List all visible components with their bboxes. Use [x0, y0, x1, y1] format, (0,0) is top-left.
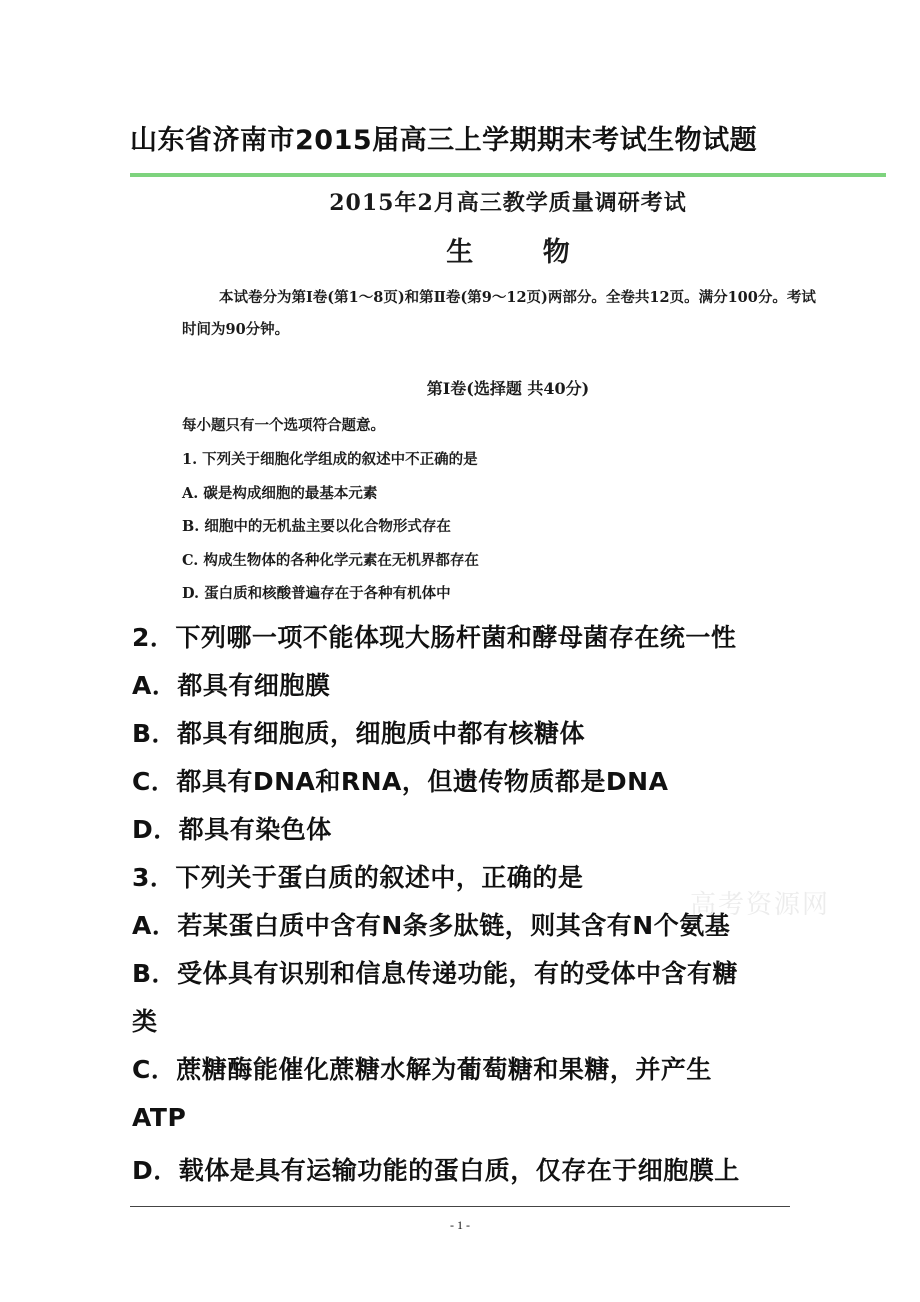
question-3-option-b-continued: 类 — [132, 1007, 158, 1036]
question-3-option-d: D．载体是具有运输功能的蛋白质，仅存在于细胞膜上 — [132, 1156, 740, 1185]
question-1-stem: 1. 下列关于细胞化学组成的叙述中不正确的是 — [182, 451, 478, 468]
question-1-option-a: A. 碳是构成细胞的最基本元素 — [182, 485, 378, 502]
question-3-option-c-continued: ATP — [132, 1103, 187, 1132]
question-2-option-b: B．都具有细胞质，细胞质中都有核糖体 — [132, 719, 586, 748]
question-2-option-a: A．都具有细胞膜 — [132, 671, 331, 700]
section-heading: 第Ⅰ卷(选择题 共40分) — [426, 379, 590, 398]
watermark-text: 高考资源网 — [690, 890, 831, 920]
instruction-text: 每小题只有一个选项符合题意。 — [182, 417, 385, 434]
scanned-exam-excerpt — [130, 178, 886, 610]
page-number: - 1 - — [450, 1218, 470, 1232]
question-2-option-c: C．都具有DNA和RNA，但遗传物质都是DNA — [132, 767, 669, 796]
question-3-stem: 3．下列关于蛋白质的叙述中，正确的是 — [132, 863, 584, 892]
subject-heading: 生 物 — [446, 237, 600, 268]
question-2-stem: 2．下列哪一项不能体现大肠杆菌和酵母菌存在统一性 — [132, 623, 737, 652]
question-2-option-d: D．都具有染色体 — [132, 815, 332, 844]
question-1-option-d: D. 蛋白质和核酸普遍存在于各种有机体中 — [182, 585, 451, 602]
question-3-option-c: C．蔗糖酶能催化蔗糖水解为葡萄糖和果糖，并产生 — [132, 1055, 712, 1084]
question-1-option-b: B. 细胞中的无机盐主要以化合物形式存在 — [182, 518, 451, 535]
question-3-option-a: A．若某蛋白质中含有N条多肽链，则其含有N个氨基 — [132, 911, 731, 940]
question-3-option-b: B．受体具有识别和信息传递功能，有的受体中含有糖 — [132, 959, 739, 988]
title-divider — [130, 173, 886, 177]
document-title: 山东省济南市2015届高三上学期期末考试生物试题 — [130, 125, 758, 156]
footer-divider — [130, 1206, 790, 1207]
exam-title: 2015年2月高三教学质量调研考试 — [329, 190, 687, 216]
exam-intro: 本试卷分为第Ⅰ卷(第1～8页)和第Ⅱ卷(第9～12页)两部分。全卷共12页。满分100分。考试时间为90分钟。 — [182, 289, 816, 338]
question-1-option-c: C. 构成生物体的各种化学元素在无机界都存在 — [182, 552, 479, 569]
